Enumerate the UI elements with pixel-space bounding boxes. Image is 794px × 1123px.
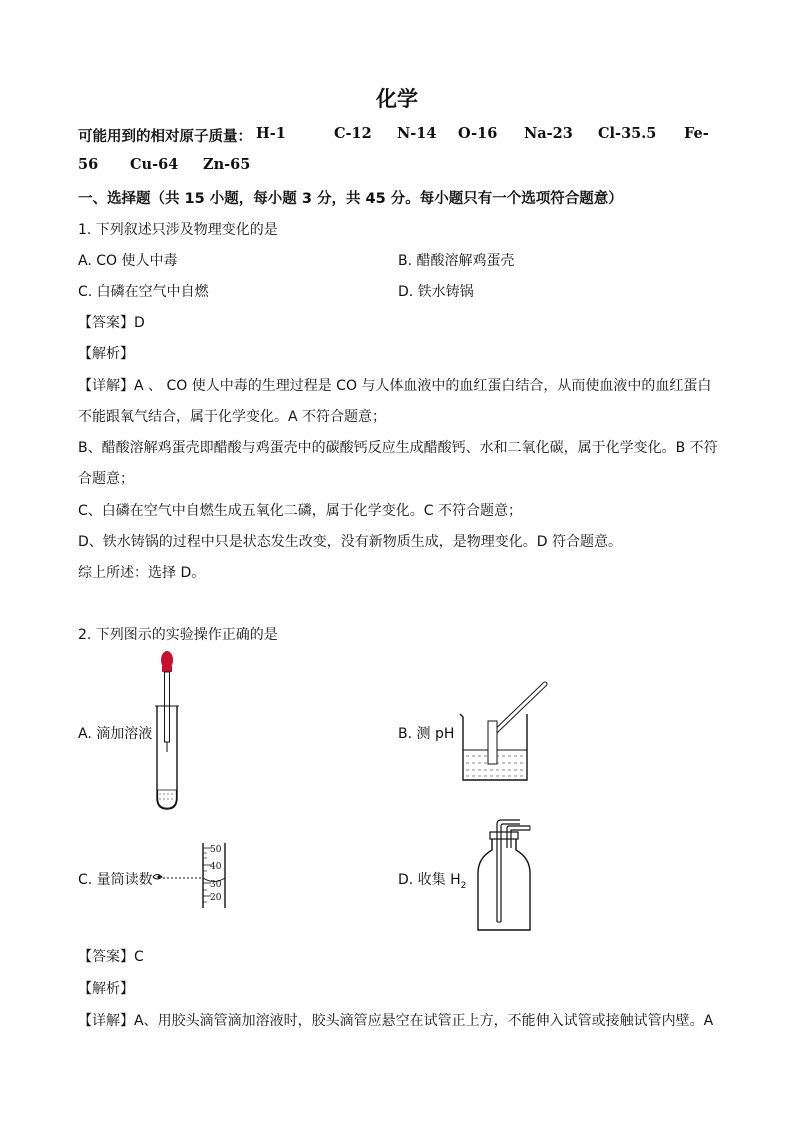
mass-fe: Fe-	[684, 125, 709, 142]
q2-option-c: C. 量筒读数	[78, 872, 153, 888]
mass-h: H-1	[256, 125, 286, 142]
dropper-test-tube-figure	[150, 648, 190, 813]
q1-detail-line: D、铁水铸锅的过程中只是状态发生改变，没有新物质生成，是物理变化。D 符合题意。	[78, 534, 623, 550]
mass-o: O-16	[458, 125, 498, 142]
q1-option-c: C. 白磷在空气中自燃	[78, 284, 209, 300]
gas-bottle-figure	[470, 818, 560, 934]
mass-cl: Cl-35.5	[598, 125, 657, 142]
stopper	[490, 832, 518, 839]
mass-c: C-12	[334, 125, 372, 142]
mass-fe-value: 56	[78, 156, 99, 173]
q1-option-d: D. 铁水铸锅	[398, 284, 474, 300]
ph-paper	[488, 721, 497, 764]
q2-option-a: A. 滴加溶液	[78, 726, 153, 742]
mass-n: N-14	[397, 125, 437, 142]
atomic-mass-label: 可能用到的相对原子质量：	[78, 129, 252, 145]
cylinder-tick-label: 30	[210, 880, 222, 890]
q1-detail-line: 综上所述：选择 D。	[78, 565, 206, 581]
q2-option-d-subscript: 2	[460, 880, 467, 891]
q1-detail-line: 合题意；	[78, 471, 134, 487]
q2-option-d-label: D. 收集 H	[398, 872, 461, 888]
cylinder-reading-figure	[150, 841, 230, 911]
cylinder-tick-label: 40	[210, 862, 222, 872]
q2-option-b: B. 测 pH	[398, 726, 455, 742]
q1-detail-line: 不能跟氧气结合，属于化学变化。A 不符合题意；	[78, 409, 387, 425]
mass-zn: Zn-65	[203, 156, 251, 173]
q1-answer: 【答案】D	[78, 315, 145, 331]
q1-detail-line: 【详解】A 、 CO 使人中毒的生理过程是 CO 与人体血液中的血红蛋白结合，从而使血液中的血红蛋白	[78, 378, 712, 394]
q1-detail-line: C、白磷在空气中自燃生成五氧化二磷，属于化学变化。C 不符合题意；	[78, 503, 522, 519]
q2-stem: 2. 下列图示的实验操作正确的是	[78, 627, 278, 643]
mass-cu: Cu-64	[130, 156, 179, 173]
mass-na: Na-23	[524, 125, 573, 142]
q1-analysis-label: 【解析】	[78, 346, 134, 362]
section-heading: 一、选择题（共 15 小题，每小题 3 分，共 45 分。每小题只有一个选项符合题意）	[78, 191, 623, 207]
q1-option-a: A. CO 使人中毒	[78, 253, 178, 269]
gas-bottle	[478, 838, 530, 930]
cylinder-tick-label: 50	[210, 845, 222, 855]
q2-detail-line: 【详解】A、用胶头滴管滴加溶液时，胶头滴管应悬空在试管正上方，不能伸入试管或接触试管内壁。A	[78, 1013, 714, 1029]
q1-stem: 1. 下列叙述只涉及物理变化的是	[78, 222, 278, 238]
beaker-ph-figure	[457, 676, 557, 786]
cylinder-tick-label: 20	[210, 893, 222, 903]
q1-option-b: B. 醋酸溶解鸡蛋壳	[398, 253, 515, 269]
q1-detail-line: B、醋酸溶解鸡蛋壳即醋酸与鸡蛋壳中的碳酸钙反应生成醋酸钙、水和二氧化碳，属于化学变化。B 不符	[78, 440, 718, 456]
q2-analysis-label: 【解析】	[78, 981, 134, 997]
q2-answer: 【答案】C	[78, 949, 144, 965]
page-title: 化学	[376, 87, 418, 111]
q2-option-d	[398, 869, 466, 891]
